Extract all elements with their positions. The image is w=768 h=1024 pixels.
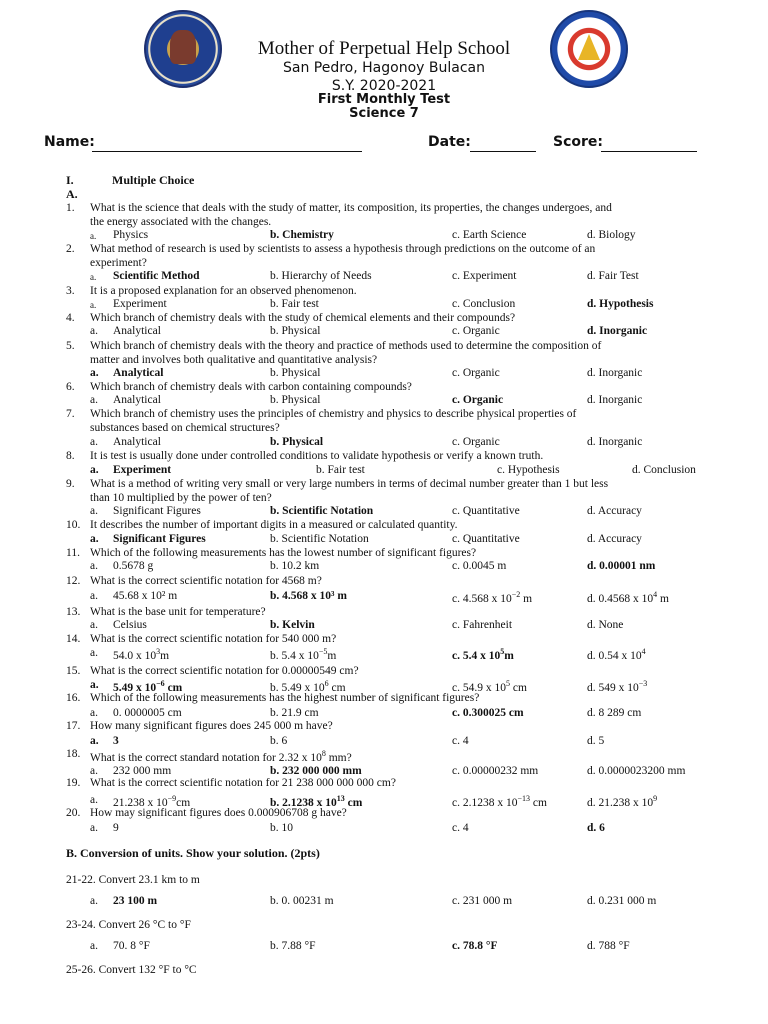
conversion-question: 21-22. Convert 23.1 km to m <box>66 874 200 886</box>
choice-b: b. 232 000 000 mm <box>270 765 362 777</box>
choice-c: c. 4.568 x $10^{-2}$ m <box>452 590 533 605</box>
choice-b: b. Physical <box>270 367 321 379</box>
subject-title: Science 7 <box>349 106 419 121</box>
choice-a-letter: a. <box>90 560 98 572</box>
question-text: Which branch of chemistry deals with the study of chemical elements and their compounds? <box>90 312 516 324</box>
choice-c: c. Quantitative <box>452 505 520 517</box>
choice-d: d. Hypothesis <box>587 298 654 310</box>
choice-d: d. Biology <box>587 229 636 241</box>
choice-c: c. 231 000 m <box>452 895 513 907</box>
question-text: It is test is usually done under controlled conditions to validate hypothesis or verify a known truth. <box>90 450 544 462</box>
choice-a-letter: a. <box>90 619 98 631</box>
choice-a: Significant Figures <box>113 505 201 517</box>
choice-b: b. 4.568 x 10³ m <box>270 590 347 602</box>
choice-b: b. Chemistry <box>270 229 334 241</box>
choice-c: c. Organic <box>452 367 500 379</box>
question-text: What method of research is used by scientists to assess a hypothesis through predictions on the outcome of an <box>90 243 596 255</box>
choice-c: c. 54.9 x $10^5$ cm <box>452 679 527 694</box>
question-number: 5. <box>66 340 75 352</box>
question-number: 17. <box>66 720 81 732</box>
choice-c: c. 0.300025 cm <box>452 707 524 719</box>
choice-c: c. Hypothesis <box>497 464 560 476</box>
choice-d: d. 0.0000023200 mm <box>587 765 686 777</box>
question-number: 16. <box>66 692 81 704</box>
date-label: Date: <box>428 134 471 150</box>
conversion-question: 25-26. Convert 132 °F to °C <box>66 964 197 976</box>
choice-a: Analytical <box>113 325 161 337</box>
choice-c: c. 78.8 °F <box>452 940 498 952</box>
choice-a: 45.68 x 10² m <box>113 590 178 602</box>
choice-a: Scientific Method <box>113 270 200 282</box>
choice-b: b. Kelvin <box>270 619 315 631</box>
choice-b: b. 21.9 cm <box>270 707 319 719</box>
choice-a-letter: a. <box>90 272 97 282</box>
choice-a: Celsius <box>113 619 147 631</box>
choice-d: d. 21.238 x $10^9$ <box>587 794 658 809</box>
choice-a: 5.49 x $10^{-6}$ cm <box>113 679 183 694</box>
school-address: San Pedro, Hagonoy Bulacan <box>283 60 485 76</box>
question-text: What is the correct standard notation for 2.32 x $10^8$ mm? <box>90 749 352 764</box>
choice-a-letter: a. <box>90 231 97 241</box>
choice-d: d. Conclusion <box>632 464 696 476</box>
school-year: S.Y. 2020-2021 <box>331 78 437 94</box>
choice-a: 0. 0000005 cm <box>113 707 182 719</box>
choice-c: c. 4 <box>452 735 469 747</box>
question-text: Which branch of chemistry uses the principles of chemistry and physics to describe physical properties of <box>90 408 577 420</box>
choice-a-letter: a. <box>90 735 99 747</box>
choice-a-letter: a. <box>90 707 98 719</box>
choice-c: c. Quantitative <box>452 533 520 545</box>
question-text: What is the correct scientific notation for 0.00000549 cm? <box>90 665 359 677</box>
choice-c: c. Organic <box>452 325 500 337</box>
choice-a: 54.0 x $10^3m$ <box>113 647 170 662</box>
choice-d: d. 0.54 x $10^4$ <box>587 647 646 662</box>
choice-b: b. 10 <box>270 822 293 834</box>
question-number: 7. <box>66 408 75 420</box>
choice-a: 70. 8 °F <box>113 940 150 952</box>
choice-c: c. Conclusion <box>452 298 516 310</box>
choice-b: b. 5.4 x $10^{-5}m$ <box>270 647 337 662</box>
choice-b: b. Scientific Notation <box>270 505 374 517</box>
choice-b: b. Hierarchy of Needs <box>270 270 372 282</box>
question-text: than 10 multiplied by the power of ten? <box>90 492 272 504</box>
choice-b: b. Fair test <box>316 464 365 476</box>
choice-a-letter: a. <box>90 765 98 777</box>
choice-c: c. 4 <box>452 822 469 834</box>
choice-a-letter: a. <box>90 300 97 310</box>
choice-d: d. 0.4568 x $10^4$ m <box>587 590 669 605</box>
choice-a-letter: a. <box>90 822 98 834</box>
choice-a: 21.238 x $10^{-9}cm$ <box>113 794 191 809</box>
question-text: What is the correct scientific notation for 540 000 m? <box>90 633 337 645</box>
question-text: Which of the following measurements has the lowest number of significant figures? <box>90 547 477 559</box>
score-label: Score: <box>553 134 603 150</box>
choice-c: c. 0.00000232 mm <box>452 765 539 777</box>
section-title: Multiple Choice <box>112 173 195 187</box>
question-number: 10. <box>66 519 81 531</box>
choice-d: d. 549 x $10^{-3}$ <box>587 679 648 694</box>
question-number: 19. <box>66 777 81 789</box>
question-number: 1. <box>66 202 75 214</box>
choice-d: d. 5 <box>587 735 605 747</box>
choice-a-letter: a. <box>90 794 98 806</box>
exam-title: First Monthly Test <box>317 92 451 107</box>
choice-a: Experiment <box>113 298 167 310</box>
choice-d: d. 0.231 000 m <box>587 895 657 907</box>
question-text: Which branch of chemistry deals with the theory and practice of methods used to determine the composition of <box>90 340 602 352</box>
question-number: 12. <box>66 575 81 587</box>
choice-d: d. 788 °F <box>587 940 630 952</box>
choice-a-letter: a. <box>90 394 98 406</box>
choice-a: Analytical <box>113 394 161 406</box>
choice-b: b. 5.49 x $10^6$ cm <box>270 679 346 694</box>
choice-d: d. 8 289 cm <box>587 707 642 719</box>
choice-a: Physics <box>113 229 149 241</box>
choice-b: b. Fair test <box>270 298 319 310</box>
choice-a: 3 <box>113 735 119 747</box>
choice-a-letter: a. <box>90 436 98 448</box>
choice-b: b. Physical <box>270 436 324 448</box>
choice-a-letter: a. <box>90 895 98 907</box>
question-text: experiment? <box>90 257 147 269</box>
choice-a-letter: a. <box>90 533 99 545</box>
choice-a: Analytical <box>113 367 164 379</box>
name-blank[interactable] <box>92 151 362 152</box>
choice-d: d. Inorganic <box>587 394 643 406</box>
choice-b: b. 10.2 km <box>270 560 320 572</box>
question-text: Which of the following measurements has the highest number of significant figures? <box>90 692 480 704</box>
question-number: 18. <box>66 748 81 760</box>
question-number: 15. <box>66 665 81 677</box>
choice-a-letter: a. <box>90 940 98 952</box>
choice-b: b. Scientific Notation <box>270 533 369 545</box>
question-text: What is the science that deals with the study of matter, its composition, its properties, the changes undergoes, and <box>90 202 612 214</box>
choice-c: c. Organic <box>452 436 500 448</box>
date-blank[interactable] <box>470 151 536 152</box>
choice-a-letter: a. <box>90 679 99 691</box>
choice-a: 9 <box>113 822 119 834</box>
question-text: It describes the number of important digits in a measured or calculated quantity. <box>90 519 458 531</box>
section-b-title: B. Conversion of units. Show your solution. (2pts) <box>66 846 320 860</box>
question-text: It is a proposed explanation for an observed phenomenon. <box>90 285 357 297</box>
choice-a-letter: a. <box>90 647 98 659</box>
question-number: 6. <box>66 381 75 393</box>
question-text: What is a method of writing very small or very large numbers in terms of decimal number greater than 1 but less <box>90 478 609 490</box>
question-text: What is the correct scientific notation for 21 238 000 000 000 cm? <box>90 777 396 789</box>
question-number: 4. <box>66 312 75 324</box>
choice-b: b. 6 <box>270 735 288 747</box>
question-text: What is the base unit for temperature? <box>90 606 266 618</box>
choice-a: 0.5678 g <box>113 560 154 572</box>
choice-a: 232 000 mm <box>113 765 172 777</box>
choice-d: d. Inorganic <box>587 436 643 448</box>
choice-c: c. 5.4 x $10^5m$ <box>452 647 514 662</box>
question-number: 3. <box>66 285 75 297</box>
question-number: 13. <box>66 606 81 618</box>
choice-c: c. 0.0045 m <box>452 560 507 572</box>
school-name: Mother of Perpetual Help School <box>257 38 511 59</box>
choice-a-letter: a. <box>90 505 98 517</box>
question-text: How many significant figures does 245 000 m have? <box>90 720 333 732</box>
question-text: How may significant figures does 0.000906708 g have? <box>90 807 347 819</box>
choice-d: d. None <box>587 619 624 631</box>
choice-b: b. Physical <box>270 394 321 406</box>
section-roman: I. <box>66 173 74 187</box>
choice-d: d. Fair Test <box>587 270 639 282</box>
choice-d: d. Accuracy <box>587 533 642 545</box>
choice-c: c. Experiment <box>452 270 517 282</box>
choice-a-letter: a. <box>90 367 99 379</box>
section-part: A. <box>66 187 78 201</box>
choice-d: d. 6 <box>587 822 605 834</box>
choice-c: c. 2.1238 x $10^{-13}$ cm <box>452 794 547 809</box>
question-number: 9. <box>66 478 75 490</box>
question-number: 20. <box>66 807 81 819</box>
choice-a-letter: a. <box>90 590 98 602</box>
choice-c: c. Fahrenheit <box>452 619 513 631</box>
choice-a: 23 100 m <box>113 895 158 907</box>
choice-d: d. 0.00001 nm <box>587 560 656 572</box>
choice-a-letter: a. <box>90 464 99 476</box>
choice-a: Analytical <box>113 436 161 448</box>
choice-a-letter: a. <box>90 325 98 337</box>
choice-d: d. Accuracy <box>587 505 642 517</box>
choice-d: d. Inorganic <box>587 325 648 337</box>
question-text: substances based on chemical structures? <box>90 422 280 434</box>
question-number: 11. <box>66 547 80 559</box>
choice-b: b. 2.1238 x $10^{13}$ cm <box>270 794 363 809</box>
choice-b: b. 0. 00231 m <box>270 895 334 907</box>
choice-c: c. Organic <box>452 394 504 406</box>
choice-b: b. Physical <box>270 325 321 337</box>
question-text: matter and involves both qualitative and quantitative analysis? <box>90 354 378 366</box>
choice-a: Significant Figures <box>113 533 206 545</box>
question-text: Which branch of chemistry deals with carbon containing compounds? <box>90 381 412 393</box>
question-number: 2. <box>66 243 75 255</box>
score-blank[interactable] <box>601 151 697 152</box>
question-number: 14. <box>66 633 81 645</box>
conversion-question: 23-24. Convert 26 °C to °F <box>66 919 191 931</box>
choice-b: b. 7.88 °F <box>270 940 316 952</box>
question-text: What is the correct scientific notation for 4568 m? <box>90 575 322 587</box>
choice-d: d. Inorganic <box>587 367 643 379</box>
question-number: 8. <box>66 450 75 462</box>
question-text: the energy associated with the changes. <box>90 216 272 228</box>
choice-c: c. Earth Science <box>452 229 527 241</box>
choice-a: Experiment <box>113 464 172 476</box>
name-label: Name: <box>44 134 95 150</box>
